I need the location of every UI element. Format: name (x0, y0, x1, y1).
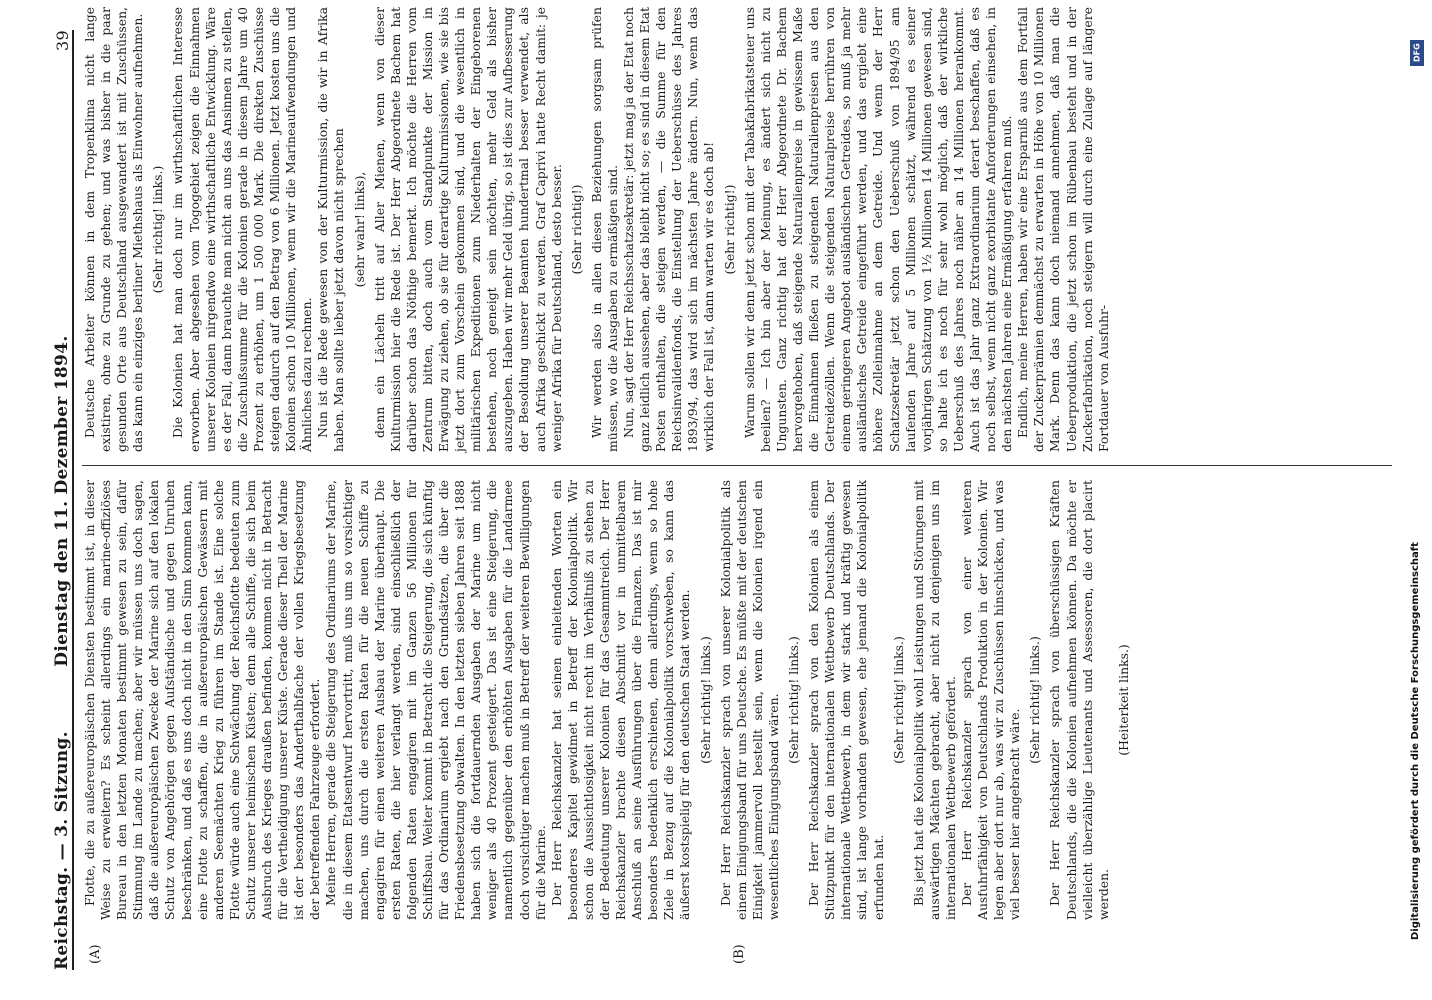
interjection: (Sehr richtig! links.) (697, 636, 713, 764)
interjection: (Sehr richtig! links.) (890, 636, 906, 764)
interjection: (sehr wahr! links), (351, 171, 367, 288)
dfg-logo: DFG (1410, 40, 1424, 66)
interjection: (Sehr richtig! links.) (1027, 636, 1043, 764)
paragraph: Meine Herren, gerade die Steigerung des Ordinariums der Marine, die in diesem Etatsentwurf hervortritt, muß uns um so vorsichtiger machen, uns durch die ersten Raten für die neuen Schiffe zu engagiren für einen weiteren Ausbau der Marine überhaupt. Die ersten Raten, die hier verlangt werden, sind einschließlich der folgenden Raten engagiren mit im Ganzen 56 Millionen für Schiffsbau. Weiter kommt in Betracht die Steigerung, die sich künftig für das Ordinarium ergiebt nach den Grundsätzen, die über die Friedensbesetzung obwalten. In den letzten sieben Jahren seit 1888 haben sich die fortdauernden Ausgaben der Marine um nicht weniger als 40 Prozent gesteigert. Das ist eine Steigerung, die namentlich gegenüber den erhöhten Ausgaben für die Landarmee doch vorsichtiger machen muß in Betreff der weiteren Bewilligungen für die Marine. (323, 480, 548, 920)
page-header (38, 30, 74, 970)
right-column (82, 7, 1392, 452)
interjection: (Sehr richtig!) (721, 184, 737, 275)
paragraph: Der Herr Reichskanzler sprach von den Kolonien als einem Stützpunkt für den internationalen Wettbewerb Deutschlands. Der internationale Wettbewerb, in dem wir stark und kräftig gewesen sind, ist lange vorhanden gewesen, ehe jemand die Kolonialpolitik erfunden hat. (806, 480, 886, 920)
paragraph: Bis jetzt hat die Kolonialpolitik wohl Leistungen und Störungen mit auswärtigen Mächten gebracht, aber nicht zu denjenigen uns im internationalen Wettbewerb gefördert. (910, 480, 958, 920)
interjection: (Sehr richtig! links.) (150, 165, 166, 294)
paragraph: Endlich, meine Herren, haben wir eine Ersparniß aus dem Fortfall der Zuckerprämien demnächst zu erwarten in Höhe von 10 Millionen Mark. Denn das kann doch niemand annehmen, daß man die Ueberproduktion, die jetzt schon im Rübenbau besteht und in der Zuckerfabrikation, noch steigern will durch eine Zulage auf längere Fortdauer von Ausfuhr- (1015, 7, 1111, 452)
paragraph: Der Herr Reichskanzler sprach von überschüssigen Kräften Deutschlands, die die Kolonien aufnehmen können. Da möchte er vielleicht überzählige Lieutenants und Assessoren, die dort placirt werden. (1047, 480, 1111, 920)
interjection: (Heiterkeit links.) (1115, 644, 1131, 756)
paragraph: Deutsche Arbeiter können in dem Tropenklima nicht lange existiren, ohne zu Grunde zu gehen; und was bisher in die paar gesunden Orte aus Deutschland ausgewandert ist mit Zuschüssen, das kann ein einziges berliner Miethshaus als Einwohner aufnehmen. (82, 7, 146, 452)
margin-mark-a: (A) (88, 944, 103, 964)
paragraph: Die Kolonien hat man doch nur im wirthschaftlichen Interesse erworben. Aber abgesehen vom Togogebiet zeigen die Einnahmen unserer Kolonien nirgendwo eine wirthschaftliche Entwicklung. Wäre es der Fall, dann brauchte man nicht an uns das Ansinnen zu stellen, die Zuschußsumme für die Kolonien gerade in diesem Jahre um 40 Prozent zu erhöhen, um 1 500 000 Mark. Die direkten Zuschüsse steigen dadurch auf den Betrag von 6 Millionen. Jetzt kosten uns die Kolonien schon 10 Millionen, wenn wir die Marineaufwendungen und Ähnliches dazu rechnen. (170, 7, 315, 452)
paragraph: denn ein Lächeln tritt auf Aller Mienen, wenn von dieser Kulturmission hier die Rede ist. Der Herr Abgeordnete Bachem hat darüber schon das Nöthige bemerkt. Ich möchte die Herren vom Zentrum bitten, doch auch vom Standpunkte der Mission in Erwägung zu ziehen, ob sie für derartige Kulturmissionen, wie sie bis jetzt dort zum Vorschein gekommen sind, und die wesentlich in militärischen Expeditionen zum Niederhalten der Eingeborenen bestehen, noch geneigt sein möchten, mehr Geld als bisher auszugeben. Haben wir mehr Geld übrig, so ist dies zur Aufbesserung der Besoldung unserer Beamten hundertmal besser verwendet, als auch Afrika geschickt zu werden. Graf Caprivi hatte Recht damit: je weniger Afrika für Deutschland, desto besser. (371, 7, 564, 452)
header-session: Reichstag. — 3. Sitzung. (52, 731, 72, 970)
paragraph: Warum sollen wir denn jetzt schon mit der Tabakfabrikatsteuer uns beeilen? — Ich bin aber der Meinung, es ändert sich nicht zu Ungunsten. Ganz richtig hat der Herr Abgeordnete Dr. Bachem hervorgehoben, daß steigende Naturalienpreise in gewissem Maße die Einnahmen fließen zu steigenden Naturalienpreisen aus den Getreidezöllen. Wenn die steigenden Naturalpreise herrühren von einem geringeren Angebot ausländischen Getreides, so muß ja mehr ausländisches Getreide eingeführt werden, und das ergiebt eine höhere Zolleinnahme an dem Getreide. Und wenn der Herr Schatzsekretär jetzt schon den Ueberschuß von 1894/95 am laufenden Jahre auf 5 Millionen schätzt, während es seiner vorjährigen Schätzung von 1½ Millionen 14 Millionen gewesen sind, so halte ich es noch für sehr wohl möglich, daß der wirkliche Ueberschuß des Jahres noch näher an 14 Millionen herankommt. Auch ist das Jahr ganz Extraordinarium derart beschaffen, daß es noch selbst, wenn nicht ganz exorbitante Anforderungen einsehen, in den nächsten Jahren eine Ermäßigung erfahren muß. (741, 7, 1015, 452)
digitization-note: Digitalisierung gefördert durch die Deutsche Forschungsgemeinschaft (1410, 542, 1421, 940)
paragraph: Wir werden also in allen diesen Beziehungen sorgsam prüfen müssen, wo die Ausgaben zu ermäßigen sind. (588, 7, 620, 452)
paragraph: Der Herr Reichskanzler sprach von einer weiteren Ausfuhrfähigkeit von Deutschlands Produktion in der Kolonien. Wir legen aber dort nur ab, was wir zu Zuschüssen hinschicken, und was viel besser hier angebracht wäre. (958, 480, 1023, 920)
paragraph: Der Herr Reichskanzler hat seinen einleitenden Worten ein besonderes Kapitel gewidmet in Betreff der Kolonialpolitik. Wir schon die Aussichtlosigkeit nicht recht im Verhältniß zu stehen zu der Bedeutung unserer Kolonien für das Gesammtreich. Der Herr Reichskanzler brachte diesen Abschnitt vor in unmittelbarem Anschluß an seine Ausführungen über die Finanzen. Das ist mir besonders bedenklich erschienen, denn allerdings, wenn so hohe Ziele in Bezug auf die Kolonialpolitik vorschweben, so kann das äußerst kostspielig für den deutschen Staat werden. (548, 480, 693, 920)
left-column (82, 480, 1392, 920)
column-divider (82, 465, 1392, 466)
interjection: (Sehr richtig!) (568, 184, 584, 275)
paragraph: Nun, sagt der Herr Reichsschatzsekretär: jetzt mag ja der Etat noch ganz leidlich aussehen, aber das bleibt nicht so; es sind in diesem Etat Posten enthalten, die steigen werden, — die Summe für den Reichsinvalidenfonds, die Einstellung der Ueberschüsse des Jahres 1893/94, das wird sich im nächsten Jahre ändern. Nun, wenn das wirklich der Fall ist, dann warten wir es doch ab! (621, 7, 717, 452)
paragraph: Nun ist die Rede gewesen von der Kulturmission, die wir in Afrika haben. Man sollte lieber jetzt davon nicht sprechen (315, 7, 347, 452)
paragraph: Flotte, die zu außereuropäischen Diensten bestimmt ist, in dieser Weise zu erweitern? Es scheint allerdings ein marine-offiziöses Bureau in den letzten Monaten bestimmt gewesen zu sein, dafür Stimmung im Lande zu machen; aber wir müssen uns doch sagen, daß die außereuropäischen Zwecke der Marine sich auf den lokalen Schutz von Angehörigen gegen Aufständische und gegen Unruhen beschränken, und daß es uns doch nicht in den Sinn kommen kann, eine Flotte zu schaffen, die in außereuropäischen Gewässern mit anderen Seemächten Krieg zu führen im Stande ist. Eine solche Flotte würde auch eine Schwächung der Reichsflotte bedeuten zum Schutz unserer heimischen Küsten; denn alle Schiffe, die sich beim Ausbruch des Krieges draußen befinden, kommen nicht in Betracht für die Vertheidigung unserer Küste. Gerade dieser Theil der Marine ist der besonders das Anderthalbfache der vollen Kriegsbesetzung der betreffenden Fahrzeuge erfordert. (82, 480, 323, 920)
margin-mark-b: (B) (732, 944, 747, 964)
interjection: (Sehr richtig! links.) (786, 636, 802, 764)
page-number: 39 (53, 30, 72, 51)
header-date: Dienstag den 11. Dezember 1894. (52, 335, 72, 667)
paragraph: Der Herr Reichskanzler sprach von unserer Kolonialpolitik als einem Einigungsband für uns Deutsche. Es müßte mit der deutschen Einigkeit jammervoll bestellt sein, wenn die Kolonien irgend ein wesentliches Einigungsband wären. (717, 480, 781, 920)
